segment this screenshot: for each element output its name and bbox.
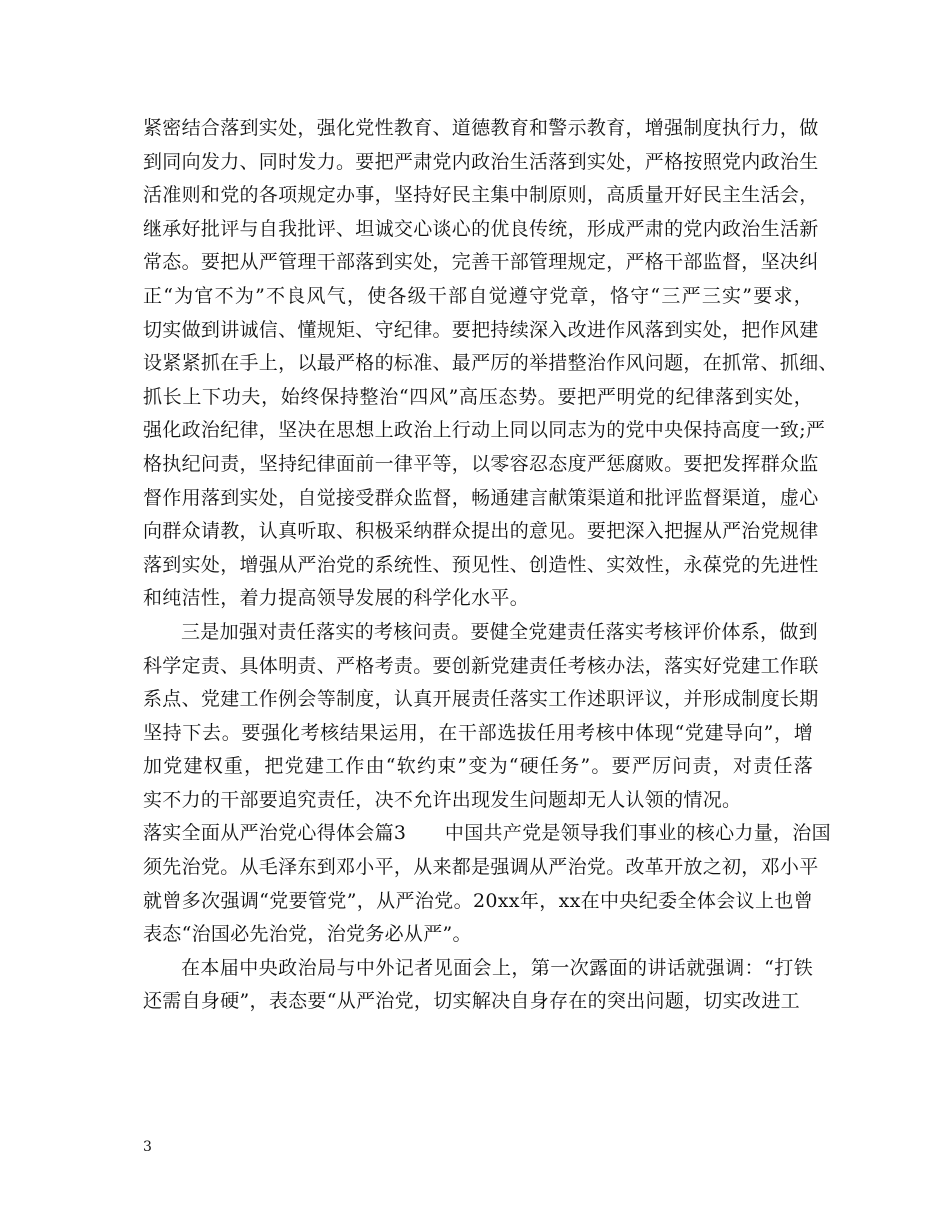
text-line: 实不力的干部要追究责任，决不允许出现发生问题却无人认领的情况。 xyxy=(143,788,742,811)
text-line: 活准则和党的各项规定办事，坚持好民主集中制原则，高质量开好民主生活会， xyxy=(143,184,819,207)
text-line: 落到实处，增强从严治党的系统性、预见性、创造性、实效性，永葆党的先进性 xyxy=(143,553,819,576)
text-line: 还需自身硬”，表态要“从严治党，切实解决自身存在的突出问题，切实改进工 xyxy=(143,990,800,1013)
text-line: 到同向发力、同时发力。要把严肃党内政治生活落到实处，严格按照党内政治生 xyxy=(143,150,819,173)
text-line: 和纯洁性，着力提高领导发展的科学化水平。 xyxy=(143,587,530,610)
text-line: 切实做到讲诚信、懂规矩、守纪律。要把持续深入改进作风落到实处，把作风建 xyxy=(143,318,819,341)
text-line: 系点、党建工作例会等制度，认真开展责任落实工作述职评议，并形成制度长期 xyxy=(143,688,819,711)
text-line: 须先治党。从毛泽东到邓小平，从来都是强调从严治党。改革开放之初，邓小平 xyxy=(143,856,819,879)
text-line: 继承好批评与自我批评、坦诚交心谈心的优良传统，形成严肃的党内政治生活新 xyxy=(143,217,819,240)
text-line: 督作用落到实处，自觉接受群众监督，畅通建言献策渠道和批评监督渠道，虚心 xyxy=(143,486,819,509)
page-number: 3 xyxy=(143,1139,152,1155)
text-line: 落实全面从严治党心得体会篇3 中国共产党是领导我们事业的核心力量，治国 xyxy=(143,822,831,845)
text-line: 加党建权重，把党建工作由“软约束”变为“硬任务”。要严厉问责，对责任落 xyxy=(143,755,813,778)
paragraph xyxy=(143,112,838,616)
text-line: 正“为官不为”不良风气，使各级干部自觉遵守党章，恪守“三严三实”要求， xyxy=(143,284,813,307)
text-line: 向群众请教，认真听取、积极采纳群众提出的意见。要把深入把握从严治党规律 xyxy=(143,520,819,543)
paragraph xyxy=(143,616,819,818)
text-line: 常态。要把从严管理干部落到实处，完善干部管理规定，严格干部监督，坚决纠 xyxy=(143,251,819,274)
document-body xyxy=(143,112,838,1019)
text-line: 坚持下去。要强化考核结果运用，在干部选拔任用考核中体现“党建导向”，增 xyxy=(143,721,813,744)
text-line: 就曾多次强调“党要管党”，从严治党。20xx年，xx在中央纪委全体会议上也曾 xyxy=(143,889,813,912)
paragraph xyxy=(143,817,831,951)
text-line: 抓长上下功夫，始终保持整治“四风”高压态势。要把严明党的纪律落到实处， xyxy=(143,385,813,408)
text-line: 三是加强对责任落实的考核问责。要健全党建责任落实考核评价体系，做到 xyxy=(181,620,818,643)
text-line: 科学定责、具体明责、严格考责。要创新党建责任考核办法，落实好党建工作联 xyxy=(143,654,819,677)
text-line: 设紧紧抓在手上，以最严格的标准、最严厉的举措整治作风问题，在抓常、抓细、 xyxy=(143,352,838,375)
text-line: 强化政治纪律，坚决在思想上政治上行动上同以同志为的党中央保持高度一致;严 xyxy=(143,419,826,442)
text-line: 紧密结合落到实处，强化党性教育、道德教育和警示教育，增强制度执行力，做 xyxy=(143,117,819,139)
text-line: 格执纪问责，坚持纪律面前一律平等，以零容忍态度严惩腐败。要把发挥群众监 xyxy=(143,452,819,475)
text-line: 表态“治国必先治党，治党务必从严”。 xyxy=(143,923,472,946)
text-line: 在本届中央政治局与中外记者见面会上，第一次露面的讲话就强调：“打铁 xyxy=(181,956,813,979)
paragraph xyxy=(143,952,813,1019)
